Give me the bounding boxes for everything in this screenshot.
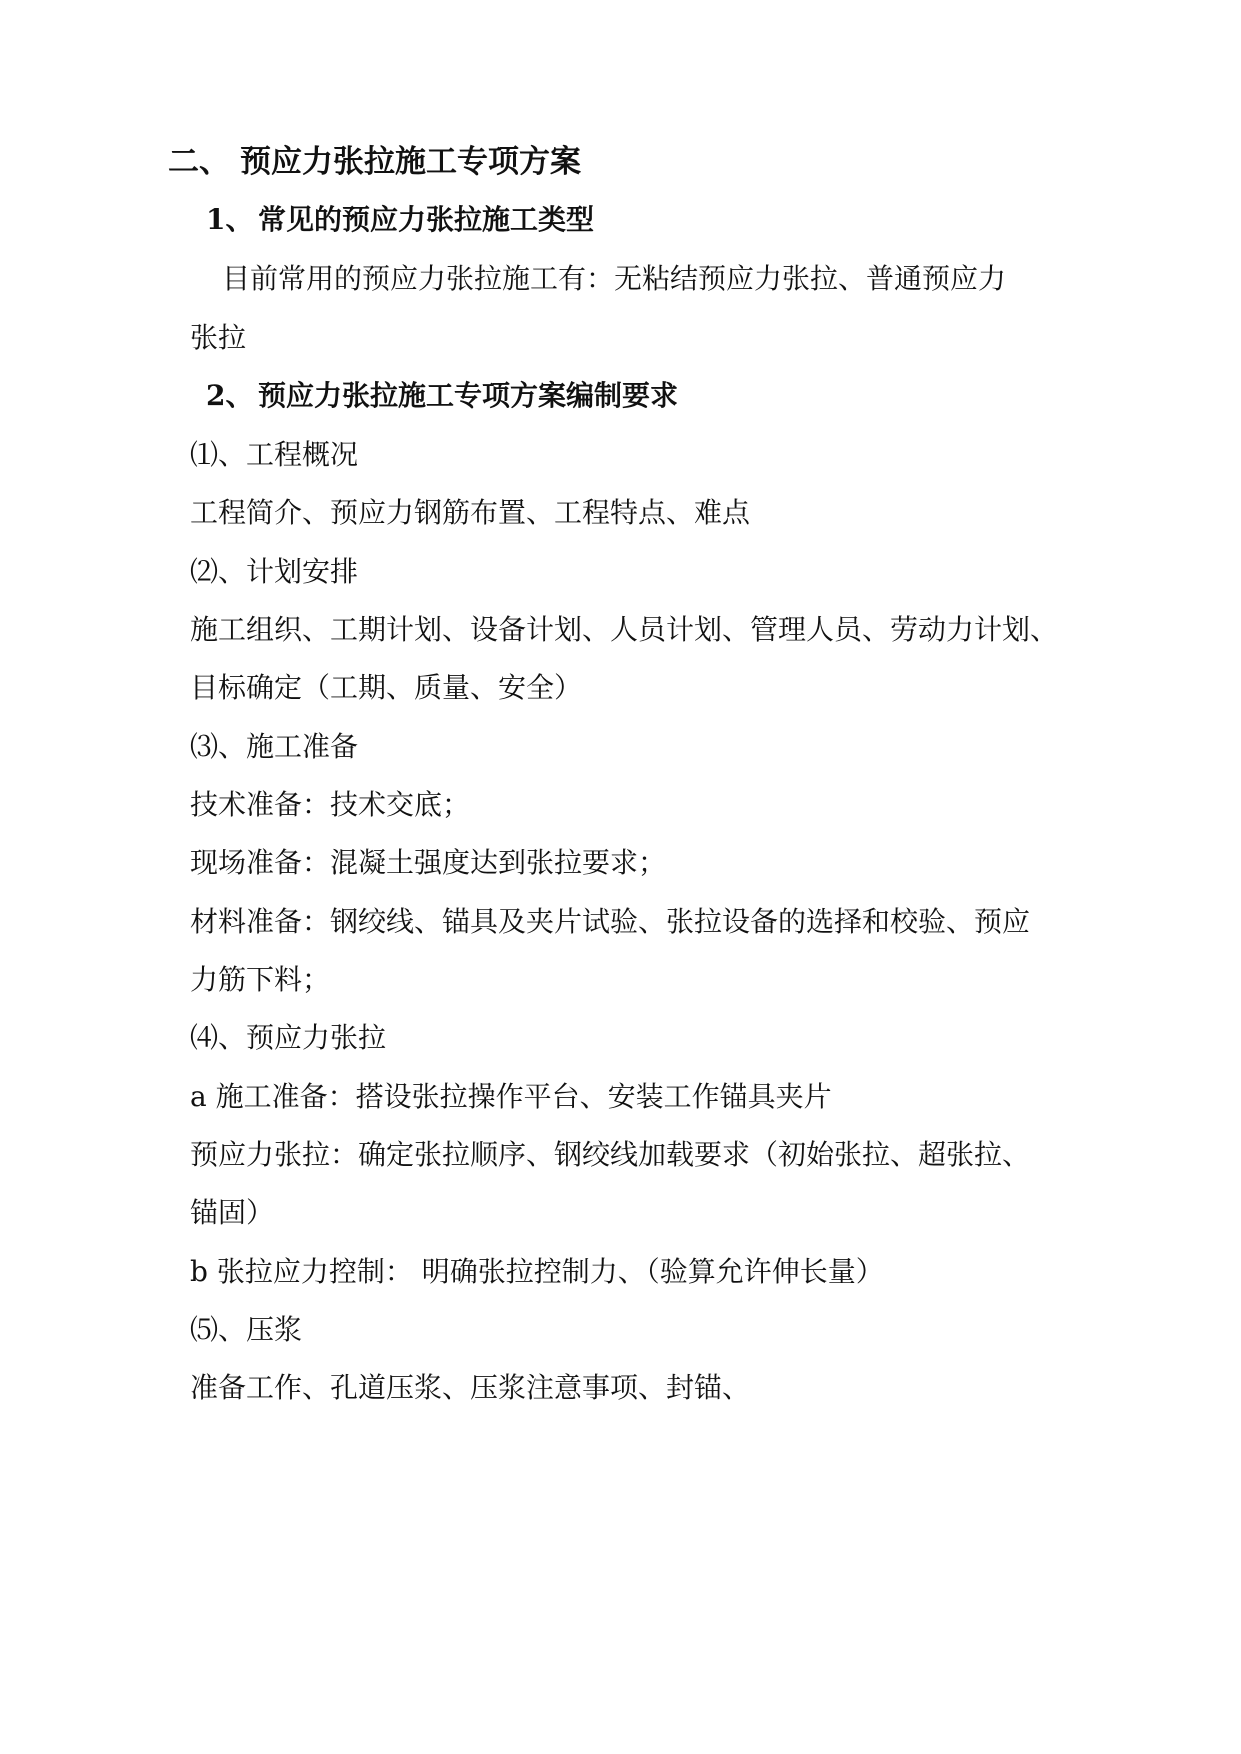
item-text: 技术准备：技术交底； (190, 788, 471, 821)
section-title (168, 142, 1048, 182)
item-text: a 施工准备：搭设张拉操作平台、安装工作锚具夹片 (190, 1080, 832, 1113)
item-text: 准备工作、孔道压浆、压浆注意事项、封锚、 (190, 1371, 751, 1404)
item-text: 工程简介、预应力钢筋布置、工程特点、难点 (190, 496, 751, 529)
item-text: 锚固） (190, 1196, 275, 1229)
subsection-2-text: 预应力张拉施工专项方案编制要求 (258, 379, 679, 412)
section-number: 二、 (168, 144, 230, 180)
subsection-1-number: 1、 (206, 203, 254, 236)
item-text: 目标确定（工期、质量、安全） (190, 671, 583, 704)
item-heading-4: ⑷、预应力张拉 (190, 1021, 387, 1054)
item-text: 材料准备：钢绞线、锚具及夹片试验、张拉设备的选择和校验、预应 (190, 905, 1031, 938)
subsection-2-number: 2、 (206, 379, 254, 412)
item-heading-2: ⑵、计划安排 (190, 555, 359, 588)
paragraph-1-line-1: 目前常用的预应力张拉施工有：无粘结预应力张拉、普通预应力 (222, 262, 1007, 295)
item-text: 力筋下料； (190, 963, 331, 996)
subsection-heading-1 (206, 200, 1086, 240)
item-text: 预应力张拉：确定张拉顺序、钢绞线加载要求（初始张拉、超张拉、 (190, 1138, 1031, 1171)
item-heading-3: ⑶、施工准备 (190, 730, 359, 763)
paragraph-1-line-2: 张拉 (190, 321, 247, 354)
item-heading-1: ⑴、工程概况 (190, 438, 359, 471)
subsection-heading-2 (206, 376, 1086, 416)
item-text: 现场准备：混凝土强度达到张拉要求； (190, 846, 667, 879)
item-text: b 张拉应力控制： 明确张拉控制力、（验算允许伸长量） (190, 1255, 884, 1288)
section-title-text: 预应力张拉施工专项方案 (240, 144, 581, 180)
item-text: 施工组织、工期计划、设备计划、人员计划、管理人员、劳动力计划、 (190, 613, 1059, 646)
subsection-1-text: 常见的预应力张拉施工类型 (258, 203, 595, 236)
item-heading-5: ⑸、压浆 (190, 1313, 303, 1346)
